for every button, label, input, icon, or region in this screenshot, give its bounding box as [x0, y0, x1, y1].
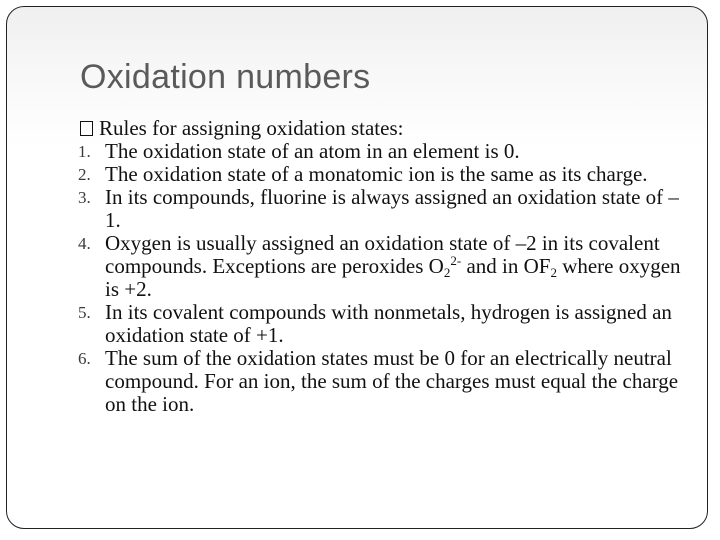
- item-text-part: Oxygen is usually assigned an oxidation state of –2 in its covalent compounds. Exceptions are peroxides O: [105, 231, 660, 278]
- item-number: 3.: [78, 188, 91, 207]
- intro-text: Rules for assigning oxidation states:: [99, 116, 404, 140]
- intro-line: [80, 117, 403, 140]
- item-number: 4.: [78, 234, 91, 253]
- item-number: 6.: [78, 349, 91, 368]
- list-item: [80, 232, 690, 301]
- list-item: [80, 347, 690, 416]
- item-text: In its covalent compounds with nonmetals, hydrogen is assigned an oxidation state of +1.: [105, 300, 672, 347]
- list-item: [80, 140, 690, 163]
- slide-title: Oxidation numbers: [80, 58, 371, 96]
- item-number: 2.: [78, 165, 91, 184]
- item-text: In its compounds, fluorine is always assigned an oxidation state of –1.: [105, 185, 679, 232]
- item-number: 5.: [78, 303, 91, 322]
- list-item: [80, 301, 690, 347]
- square-bullet-icon: [80, 121, 93, 136]
- item-text-part: and in OF: [461, 254, 551, 278]
- subscript: 2: [550, 265, 557, 280]
- superscript: 2-: [450, 253, 462, 268]
- item-number: 1.: [78, 142, 91, 161]
- item-text: The sum of the oxidation states must be 0 for an electrically neutral compound. For an ion, the sum of the charges must equal the charge on the ion.: [105, 346, 679, 416]
- item-text: The oxidation state of a monatomic ion is the same as its charge.: [105, 162, 648, 186]
- subscript: 2: [443, 265, 451, 280]
- rules-list: [80, 140, 690, 416]
- list-item: [80, 186, 690, 232]
- item-text-part: where oxygen is +2.: [105, 254, 681, 301]
- item-text: The oxidation state of an atom in an element is 0.: [105, 139, 520, 163]
- list-item: [80, 163, 690, 186]
